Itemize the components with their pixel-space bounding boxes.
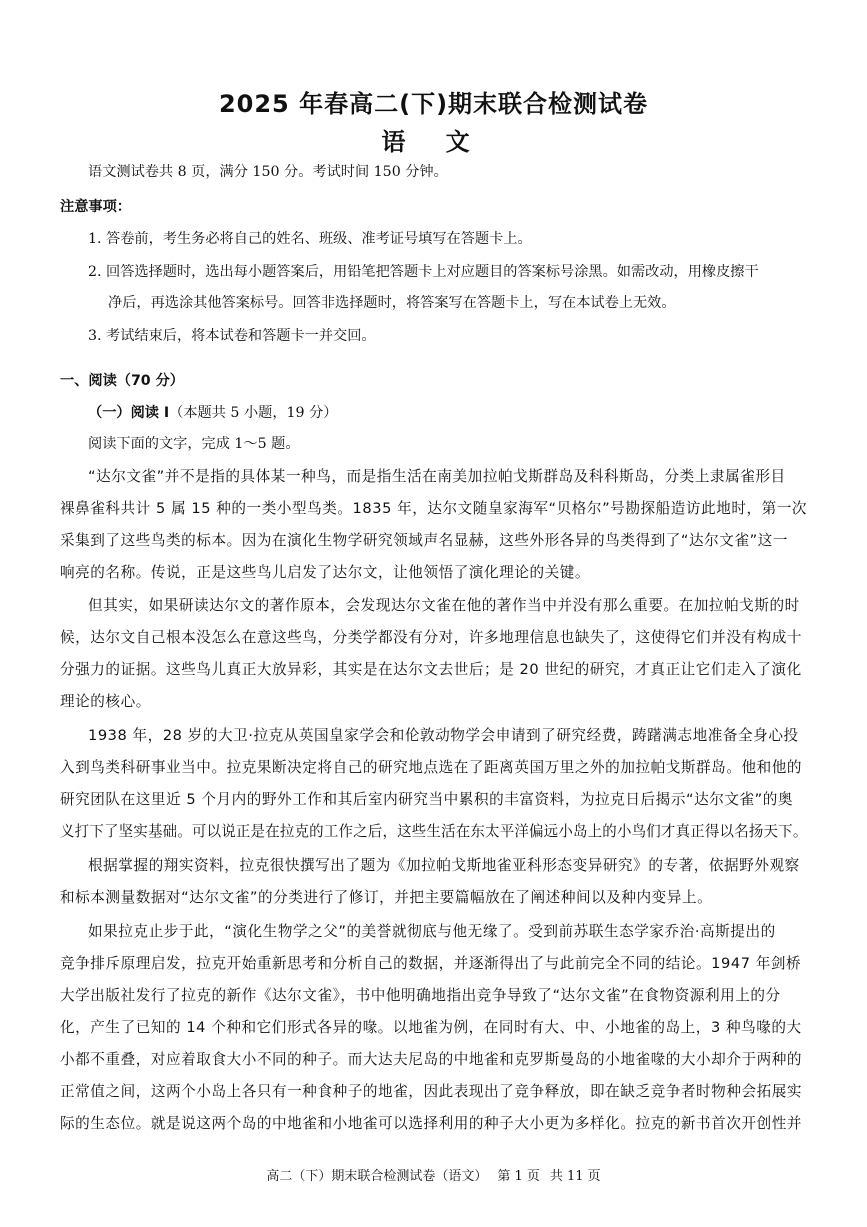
section-heading: 一、阅读（70 分） <box>60 373 184 389</box>
subject-title: 语 文 <box>381 128 486 156</box>
notice-item: 3. 考试结束后，将本试卷和答题卡一并交回。 <box>88 328 376 344</box>
passage-line: 但其实，如果研读达尔文的著作原本，会发现达尔文雀在他的著作当中并没有那么重要。在加拉帕戈斯的时 <box>88 597 800 614</box>
passage-line: 裸鼻雀科共计 5 属 15 种的一类小型鸟类。1835 年，达尔文随皇家海军“贝格尔”号勘探船造访此地时，第一次 <box>60 500 808 517</box>
passage-line: 竞争排斥原理启发，拉克开始重新思考和分析自己的数据，并逐渐得出了与此前完全不同的结论。1947 年剑桥 <box>60 955 802 972</box>
passage-line: 际的生态位。就是说这两个岛的中地雀和小地雀可以选择利用的种子大小更为多样化。拉克的新书首次开创性并 <box>60 1115 803 1132</box>
passage-line: 如果拉克止步于此，“演化生物学之父”的美誉就彻底与他无缘了。受到前苏联生态学家乔治·高斯提出的 <box>88 923 776 940</box>
reading-instruction: 阅读下面的文字，完成 1～5 题。 <box>88 436 300 452</box>
passage-line: 根据掌握的翔实资料，拉克很快撰写出了题为《加拉帕戈斯地雀亚科形态变异研究》的专著，依据野外观察 <box>88 857 800 874</box>
passage-line: 小都不重叠，对应着取食大小不同的种子。而大达夫尼岛的中地雀和克罗斯曼岛的小地雀喙的大小却介于两种的 <box>60 1051 803 1068</box>
passage-line: “达尔文雀”并不是指的具体某一种鸟，而是指生活在南美加拉帕戈斯群岛及科科斯岛，分类上隶属雀形目 <box>88 468 786 485</box>
passage-line: 分强力的证据。这些鸟儿真正大放异彩，其实是在达尔文去世后；是 20 世纪的研究，才真正让它们走入了演化 <box>60 661 802 678</box>
sub-heading <box>88 403 337 423</box>
notice-heading: 注意事项： <box>60 199 131 215</box>
page-footer <box>0 1168 867 1186</box>
passage-line: 1938 年，28 岁的大卫·拉克从英国皇家学会和伦敦动物学会申请到了研究经费，踌躇满志地准备全身心投 <box>88 727 799 744</box>
passage-line: 响亮的名称。传说，正是这些鸟儿启发了达尔文，让他领悟了演化理论的关键。 <box>60 564 591 581</box>
passage-line: 正常值之间，这两个小岛上各只有一种食种子的地雀，因此表现出了竞争释放，即在缺乏竞争者时物种会拓展实 <box>60 1083 803 1100</box>
footer-total-pages: 共 11 页 <box>549 1169 601 1184</box>
sub-heading-detail: （本题共 5 小题，19 分） <box>169 405 338 421</box>
passage-line: 研究团队在这里近 5 个月内的野外工作和其后室内研究当中累积的丰富资料，为拉克日后揭示“达尔文雀”的奥 <box>60 791 794 808</box>
passage-line: 大学出版社发行了拉克的新作《达尔文雀》，书中他明确地指出竞争导致了“达尔文雀”在食物资源利用上的分 <box>60 987 781 1004</box>
passage-line: 义打下了坚实基础。可以说正是在拉克的工作之后，这些生活在东太平洋偏远小岛上的小鸟们才真正得以名扬天下。 <box>60 823 808 840</box>
exam-title: 2025 年春高二(下)期末联合检测试卷 <box>218 90 649 118</box>
notice-item-continued: 净后，再选涂其他答案标号。回答非选择题时，将答案写在答题卡上，写在本试卷上无效。 <box>108 295 676 311</box>
passage-line: 采集到了这些鸟类的标本。因为在演化生物学研究领域声名显赫，这些外形各异的鸟类得到了“达尔文雀”这一 <box>60 532 788 549</box>
footer-page-number: 第 1 页 <box>497 1169 540 1184</box>
sub-heading-label: （一）阅读 I <box>88 405 170 421</box>
intro-text: 语文测试卷共 8 页，满分 150 分。考试时间 150 分钟。 <box>88 164 448 180</box>
notice-item: 1. 答卷前，考生务必将自己的姓名、班级、准考证号填写在答题卡上。 <box>88 231 532 247</box>
passage-line: 理论的核心。 <box>60 693 151 710</box>
footer-exam-name: 高二（下）期末联合检测试卷（语文） <box>266 1169 488 1184</box>
passage-line: 候，达尔文自己根本没怎么在意这些鸟，分类学都没有分对，许多地理信息也缺失了，这使得它们并没有构成十 <box>60 629 803 646</box>
passage-line: 入到鸟类科研事业当中。拉克果断决定将自己的研究地点选在了距离英国万里之外的加拉帕戈斯群岛。他和他的 <box>60 759 803 776</box>
passage-line: 化，产生了已知的 14 个种和它们形式各异的喙。以地雀为例，在同时有大、中、小地雀的岛上，3 种鸟喙的大 <box>60 1019 802 1036</box>
passage-line: 和标本测量数据对“达尔文雀”的分类进行了修订，并把主要篇幅放在了阐述种间以及种内变异上。 <box>60 889 713 906</box>
notice-item: 2. 回答选择题时，选出每小题答案后，用铅笔把答题卡上对应题目的答案标号涂黑。如需改动，用橡皮擦干 <box>88 264 759 280</box>
